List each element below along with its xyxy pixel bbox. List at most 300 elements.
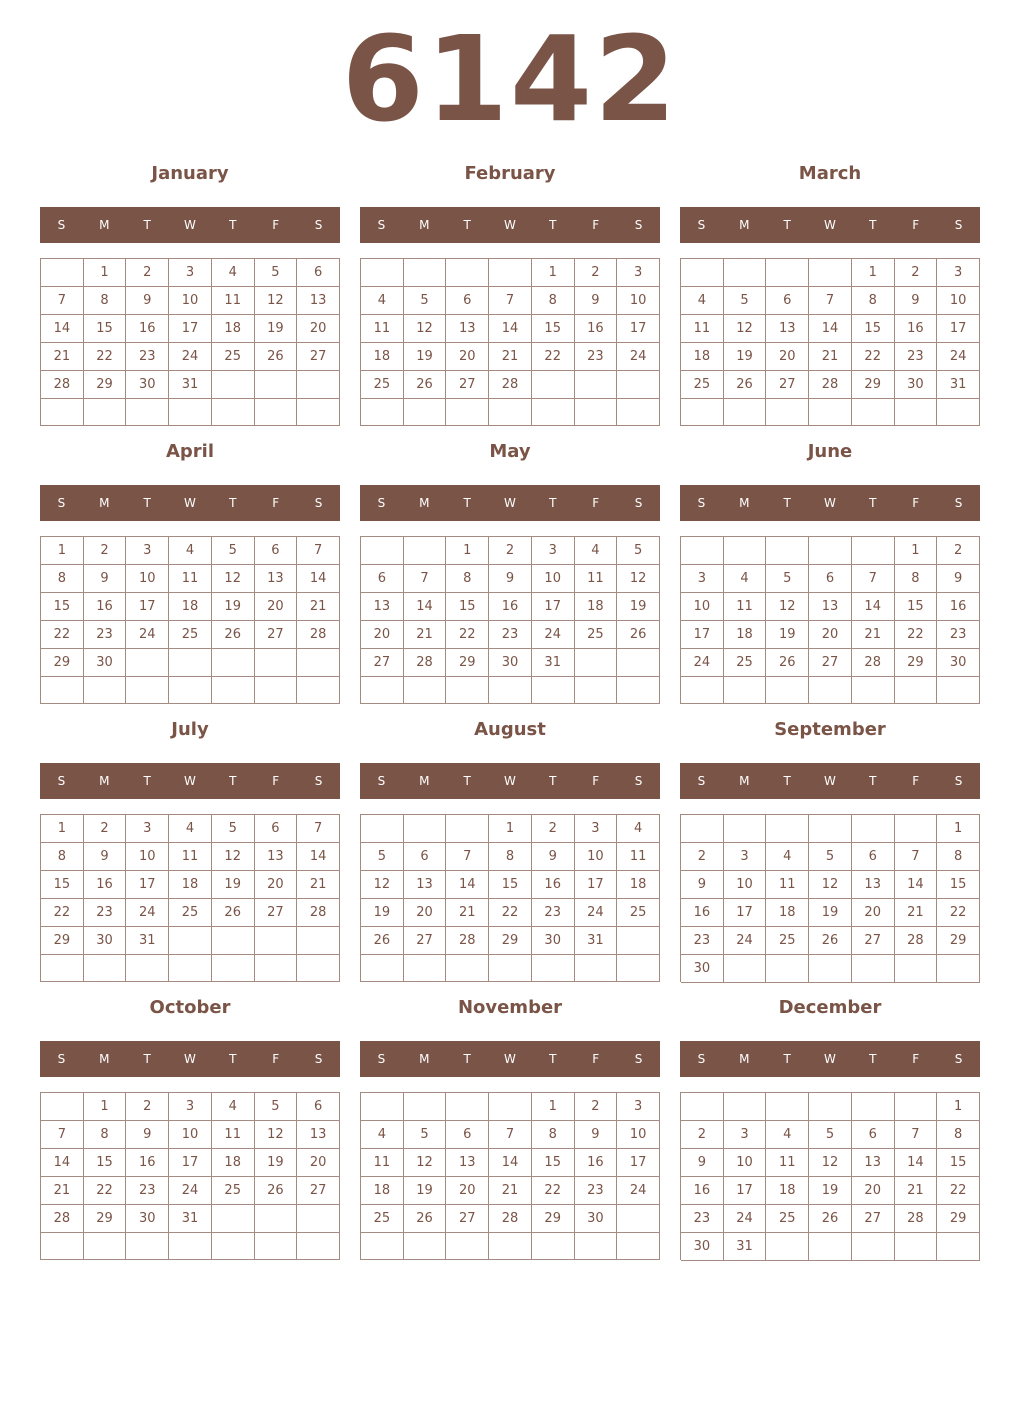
day-cell: 16 [84, 871, 127, 899]
day-cell: 4 [617, 815, 660, 843]
day-cell: 16 [126, 315, 169, 343]
day-cell: 25 [212, 343, 255, 371]
day-cell: 30 [681, 1233, 724, 1261]
empty-cell [169, 1233, 212, 1260]
day-cell: 8 [84, 1121, 127, 1149]
day-cell: 1 [937, 1093, 980, 1121]
day-cell: 29 [895, 649, 938, 677]
day-cell: 25 [724, 649, 767, 677]
empty-cell [766, 259, 809, 287]
weekday-header [360, 207, 660, 243]
day-cell: 28 [895, 927, 938, 955]
day-cell: 12 [255, 1121, 298, 1149]
day-cell: 23 [489, 621, 532, 649]
empty-cell [575, 371, 618, 399]
empty-cell [895, 1233, 938, 1261]
day-cell: 17 [169, 1149, 212, 1177]
empty-cell [809, 955, 852, 983]
day-cell: 15 [895, 593, 938, 621]
day-cell: 9 [532, 843, 575, 871]
empty-cell [766, 815, 809, 843]
empty-cell [41, 1233, 84, 1260]
day-cell: 26 [404, 1205, 447, 1233]
day-cell: 3 [724, 843, 767, 871]
weekday-label: W [824, 496, 836, 510]
day-cell: 2 [126, 1093, 169, 1121]
weekday-label: W [184, 774, 196, 788]
day-cell: 19 [255, 1149, 298, 1177]
empty-cell [895, 1093, 938, 1121]
day-cell: 2 [937, 537, 980, 565]
empty-cell [446, 1233, 489, 1260]
weekday-header [680, 485, 980, 521]
day-cell: 2 [489, 537, 532, 565]
day-cell: 10 [169, 287, 212, 315]
empty-cell [681, 815, 724, 843]
empty-cell [126, 1233, 169, 1260]
day-cell: 30 [937, 649, 980, 677]
day-cell: 12 [255, 287, 298, 315]
day-cell: 18 [212, 1149, 255, 1177]
empty-cell [255, 399, 298, 426]
empty-cell [895, 955, 938, 983]
day-cell: 27 [255, 621, 298, 649]
empty-cell [937, 1233, 980, 1261]
day-cell: 7 [41, 287, 84, 315]
day-cell: 22 [84, 343, 127, 371]
empty-cell [575, 1233, 618, 1260]
weekday-label: S [377, 1052, 386, 1066]
day-cell: 14 [809, 315, 852, 343]
empty-cell [681, 399, 724, 426]
day-cell: 11 [724, 593, 767, 621]
day-cell: 30 [895, 371, 938, 399]
day-cell: 6 [852, 843, 895, 871]
day-cell: 6 [297, 1093, 340, 1121]
day-cell: 31 [126, 927, 169, 955]
day-cell: 5 [212, 815, 255, 843]
empty-cell [297, 649, 340, 677]
day-cell: 18 [766, 899, 809, 927]
day-cell: 5 [212, 537, 255, 565]
weekday-header [40, 485, 340, 521]
day-cell: 27 [852, 1205, 895, 1233]
day-cell: 28 [297, 621, 340, 649]
empty-cell [446, 259, 489, 287]
weekday-label: T [143, 496, 151, 510]
weekday-label: S [57, 496, 66, 510]
day-cell: 19 [766, 621, 809, 649]
empty-cell [255, 1205, 298, 1233]
empty-cell [297, 371, 340, 399]
day-cell: 29 [41, 927, 84, 955]
day-cell: 3 [575, 815, 618, 843]
empty-cell [84, 399, 127, 426]
day-cell: 12 [617, 565, 660, 593]
day-cell: 17 [937, 315, 980, 343]
day-cell: 18 [212, 315, 255, 343]
day-cell: 17 [126, 871, 169, 899]
day-cell: 27 [255, 899, 298, 927]
weekday-label: S [697, 774, 706, 788]
empty-cell [852, 399, 895, 426]
day-cell: 14 [446, 871, 489, 899]
days-grid [40, 814, 340, 982]
day-cell: 2 [84, 815, 127, 843]
day-cell: 21 [489, 1177, 532, 1205]
day-cell: 24 [532, 621, 575, 649]
day-cell: 18 [361, 1177, 404, 1205]
day-cell: 2 [126, 259, 169, 287]
day-cell: 12 [212, 843, 255, 871]
day-cell: 25 [361, 371, 404, 399]
day-cell: 20 [255, 871, 298, 899]
day-cell: 10 [575, 843, 618, 871]
weekday-label: S [954, 1052, 963, 1066]
day-cell: 28 [41, 371, 84, 399]
day-cell: 1 [446, 537, 489, 565]
empty-cell [297, 399, 340, 426]
weekday-label: T [229, 1052, 237, 1066]
day-cell: 7 [297, 537, 340, 565]
day-cell: 10 [681, 593, 724, 621]
day-cell: 23 [84, 899, 127, 927]
day-cell: 14 [41, 1149, 84, 1177]
day-cell: 14 [404, 593, 447, 621]
day-cell: 7 [404, 565, 447, 593]
day-cell: 9 [937, 565, 980, 593]
day-cell: 20 [809, 621, 852, 649]
empty-cell [809, 1093, 852, 1121]
day-cell: 13 [446, 1149, 489, 1177]
day-cell: 22 [41, 899, 84, 927]
day-cell: 24 [575, 899, 618, 927]
weekday-label: F [912, 496, 920, 510]
day-cell: 16 [84, 593, 127, 621]
weekday-label: T [229, 218, 237, 232]
day-cell: 13 [255, 565, 298, 593]
empty-cell [41, 259, 84, 287]
day-cell: 10 [126, 565, 169, 593]
day-cell: 15 [84, 1149, 127, 1177]
empty-cell [617, 649, 660, 677]
empty-cell [617, 1233, 660, 1260]
weekday-label: S [954, 774, 963, 788]
days-grid [680, 814, 980, 982]
days-grid [680, 258, 980, 426]
day-cell: 6 [255, 537, 298, 565]
empty-cell [532, 399, 575, 426]
day-cell: 2 [681, 1121, 724, 1149]
day-cell: 15 [532, 1149, 575, 1177]
weekday-label: S [377, 496, 386, 510]
day-cell: 18 [617, 871, 660, 899]
weekday-label: S [954, 218, 963, 232]
empty-cell [489, 1233, 532, 1260]
day-cell: 10 [617, 287, 660, 315]
day-cell: 30 [489, 649, 532, 677]
empty-cell [852, 1233, 895, 1261]
day-cell: 5 [766, 565, 809, 593]
day-cell: 30 [126, 1205, 169, 1233]
empty-cell [255, 677, 298, 704]
weekday-label: S [377, 774, 386, 788]
day-cell: 22 [532, 1177, 575, 1205]
weekday-label: W [824, 1052, 836, 1066]
weekday-label: T [869, 1052, 877, 1066]
day-cell: 30 [575, 1205, 618, 1233]
day-cell: 29 [489, 927, 532, 955]
day-cell: 27 [446, 1205, 489, 1233]
day-cell: 28 [404, 649, 447, 677]
day-cell: 7 [852, 565, 895, 593]
day-cell: 9 [489, 565, 532, 593]
empty-cell [937, 399, 980, 426]
day-cell: 6 [297, 259, 340, 287]
weekday-label: M [99, 774, 110, 788]
day-cell: 25 [681, 371, 724, 399]
weekday-label: W [184, 496, 196, 510]
day-cell: 17 [617, 1149, 660, 1177]
empty-cell [681, 537, 724, 565]
empty-cell [361, 1093, 404, 1121]
day-cell: 25 [766, 927, 809, 955]
day-cell: 8 [937, 843, 980, 871]
day-cell: 13 [852, 871, 895, 899]
day-cell: 26 [809, 927, 852, 955]
day-cell: 8 [937, 1121, 980, 1149]
empty-cell [532, 371, 575, 399]
weekday-label: M [739, 218, 750, 232]
day-cell: 26 [255, 1177, 298, 1205]
day-cell: 15 [489, 871, 532, 899]
day-cell: 9 [126, 287, 169, 315]
day-cell: 7 [489, 287, 532, 315]
day-cell: 21 [297, 593, 340, 621]
day-cell: 6 [852, 1121, 895, 1149]
day-cell: 4 [361, 287, 404, 315]
empty-cell [404, 955, 447, 982]
day-cell: 11 [681, 315, 724, 343]
day-cell: 11 [617, 843, 660, 871]
day-cell: 27 [809, 649, 852, 677]
month-name: August [474, 719, 546, 740]
empty-cell [169, 927, 212, 955]
day-cell: 7 [489, 1121, 532, 1149]
day-cell: 12 [404, 315, 447, 343]
empty-cell [446, 399, 489, 426]
day-cell: 21 [297, 871, 340, 899]
day-cell: 23 [126, 343, 169, 371]
day-cell: 20 [361, 621, 404, 649]
day-cell: 26 [212, 621, 255, 649]
day-cell: 9 [575, 287, 618, 315]
empty-cell [212, 1205, 255, 1233]
day-cell: 12 [724, 315, 767, 343]
empty-cell [766, 537, 809, 565]
weekday-label: T [229, 774, 237, 788]
day-cell: 22 [84, 1177, 127, 1205]
day-cell: 30 [126, 371, 169, 399]
day-cell: 19 [404, 343, 447, 371]
empty-cell [169, 649, 212, 677]
day-cell: 7 [895, 1121, 938, 1149]
days-grid [680, 1092, 980, 1260]
day-cell: 23 [126, 1177, 169, 1205]
weekday-label: W [824, 774, 836, 788]
weekday-label: T [229, 496, 237, 510]
empty-cell [361, 537, 404, 565]
empty-cell [84, 1233, 127, 1260]
weekday-label: F [592, 1052, 600, 1066]
weekday-label: F [592, 218, 600, 232]
day-cell: 8 [532, 1121, 575, 1149]
day-cell: 16 [575, 315, 618, 343]
weekday-label: M [99, 496, 110, 510]
day-cell: 15 [41, 871, 84, 899]
day-cell: 2 [575, 259, 618, 287]
empty-cell [41, 955, 84, 982]
day-cell: 22 [41, 621, 84, 649]
day-cell: 21 [489, 343, 532, 371]
weekday-header [40, 763, 340, 799]
month-name: May [489, 441, 531, 462]
days-grid [360, 536, 660, 704]
month-name: December [778, 997, 882, 1018]
empty-cell [809, 259, 852, 287]
day-cell: 26 [212, 899, 255, 927]
day-cell: 25 [766, 1205, 809, 1233]
empty-cell [489, 1093, 532, 1121]
weekday-label: W [504, 1052, 516, 1066]
empty-cell [575, 399, 618, 426]
weekday-label: F [912, 774, 920, 788]
empty-cell [809, 537, 852, 565]
day-cell: 24 [724, 927, 767, 955]
day-cell: 4 [169, 537, 212, 565]
weekday-label: T [463, 496, 471, 510]
day-cell: 8 [41, 843, 84, 871]
empty-cell [169, 399, 212, 426]
empty-cell [489, 677, 532, 704]
day-cell: 30 [84, 927, 127, 955]
empty-cell [724, 955, 767, 983]
day-cell: 27 [766, 371, 809, 399]
empty-cell [724, 1093, 767, 1121]
day-cell: 23 [532, 899, 575, 927]
day-cell: 31 [169, 1205, 212, 1233]
day-cell: 3 [532, 537, 575, 565]
month-name: January [151, 163, 229, 184]
weekday-label: T [869, 218, 877, 232]
weekday-label: T [549, 218, 557, 232]
day-cell: 24 [681, 649, 724, 677]
day-cell: 13 [809, 593, 852, 621]
day-cell: 20 [852, 899, 895, 927]
day-cell: 28 [489, 371, 532, 399]
empty-cell [126, 649, 169, 677]
weekday-label: W [184, 218, 196, 232]
empty-cell [766, 677, 809, 704]
day-cell: 17 [532, 593, 575, 621]
weekday-label: T [783, 774, 791, 788]
day-cell: 17 [617, 315, 660, 343]
empty-cell [895, 815, 938, 843]
day-cell: 5 [724, 287, 767, 315]
day-cell: 21 [895, 1177, 938, 1205]
day-cell: 5 [404, 1121, 447, 1149]
day-cell: 4 [212, 259, 255, 287]
day-cell: 21 [895, 899, 938, 927]
day-cell: 31 [169, 371, 212, 399]
empty-cell [852, 677, 895, 704]
day-cell: 5 [404, 287, 447, 315]
empty-cell [446, 677, 489, 704]
day-cell: 13 [297, 1121, 340, 1149]
empty-cell [724, 537, 767, 565]
day-cell: 1 [937, 815, 980, 843]
day-cell: 7 [895, 843, 938, 871]
day-cell: 27 [297, 343, 340, 371]
day-cell: 14 [297, 843, 340, 871]
day-cell: 20 [852, 1177, 895, 1205]
weekday-label: T [783, 496, 791, 510]
weekday-header [680, 207, 980, 243]
day-cell: 18 [724, 621, 767, 649]
days-grid [360, 814, 660, 982]
day-cell: 3 [937, 259, 980, 287]
empty-cell [255, 955, 298, 982]
days-grid [680, 536, 980, 704]
weekday-label: M [419, 218, 430, 232]
day-cell: 8 [446, 565, 489, 593]
day-cell: 28 [489, 1205, 532, 1233]
day-cell: 11 [361, 315, 404, 343]
weekday-label: M [419, 774, 430, 788]
empty-cell [489, 955, 532, 982]
day-cell: 30 [532, 927, 575, 955]
empty-cell [126, 677, 169, 704]
day-cell: 1 [532, 259, 575, 287]
day-cell: 1 [852, 259, 895, 287]
day-cell: 14 [489, 315, 532, 343]
weekday-label: S [314, 774, 323, 788]
weekday-label: W [184, 1052, 196, 1066]
day-cell: 31 [937, 371, 980, 399]
day-cell: 15 [84, 315, 127, 343]
day-cell: 21 [446, 899, 489, 927]
day-cell: 20 [255, 593, 298, 621]
day-cell: 20 [297, 1149, 340, 1177]
day-cell: 22 [532, 343, 575, 371]
day-cell: 19 [361, 899, 404, 927]
day-cell: 12 [361, 871, 404, 899]
day-cell: 19 [212, 593, 255, 621]
day-cell: 5 [809, 843, 852, 871]
day-cell: 2 [84, 537, 127, 565]
empty-cell [532, 1233, 575, 1260]
empty-cell [297, 1205, 340, 1233]
month-name: April [165, 441, 215, 462]
day-cell: 6 [446, 287, 489, 315]
day-cell: 18 [169, 871, 212, 899]
empty-cell [404, 537, 447, 565]
days-grid [360, 1092, 660, 1260]
empty-cell [361, 677, 404, 704]
day-cell: 18 [575, 593, 618, 621]
day-cell: 4 [724, 565, 767, 593]
empty-cell [852, 537, 895, 565]
